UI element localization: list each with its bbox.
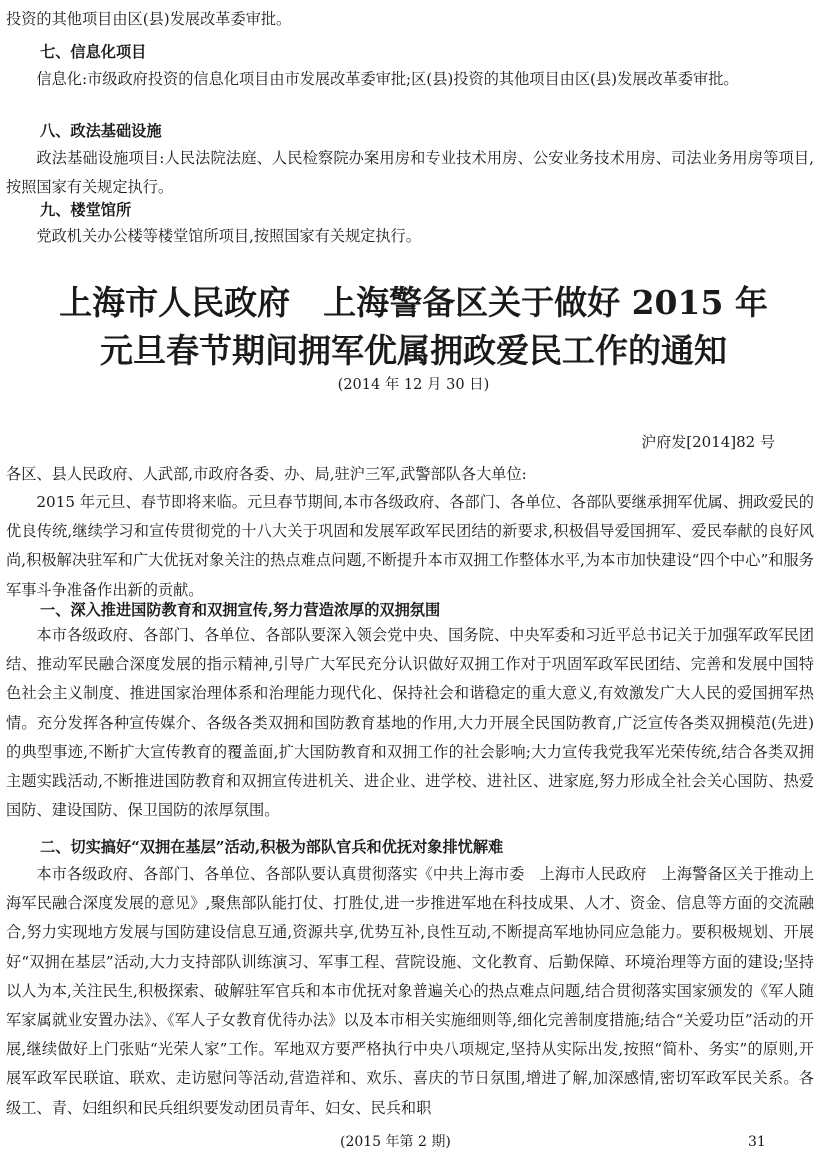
addressee: 各区、县人民政府、人武部,市政府各委、办、局,驻沪三军,武警部队各大单位: — [6, 465, 527, 483]
section-8-paragraph: 政法基础设施项目:人民法院法庭、人民检察院办案用房和专业技术用房、公安业务技术用房、司法业务用房等项目,按照国家有关规定执行。 — [6, 149, 814, 197]
section-7-paragraph: 信息化:市级政府投资的信息化项目由市发展改革委审批;区(县)投资的其他项目由区(县)发展改革委审批。 — [36, 70, 739, 88]
notice-section-1-heading: 一、深入推进国防教育和双拥宣传,努力营造浓厚的双拥氛围 — [40, 601, 441, 619]
notice-section-2-heading: 二、切实搞好“双拥在基层”活动,积极为部队官兵和优抚对象排忧解难 — [40, 838, 504, 856]
section-7-heading: 七、信息化项目 — [40, 43, 147, 61]
notice-title-line-1: 上海市人民政府 上海警备区关于做好 2015 年 — [59, 283, 768, 322]
notice-date: (2014 年 12 月 30 日) — [337, 377, 490, 393]
document-number: 沪府发[2014]82 号 — [641, 433, 775, 451]
section-9-paragraph: 党政机关办公楼等楼堂馆所项目,按照国家有关规定执行。 — [36, 227, 421, 245]
notice-title-line-2: 元旦春节期间拥军优属拥政爱民工作的通知 — [100, 331, 727, 370]
page-number: 31 — [748, 1134, 766, 1150]
section-9-heading: 九、楼堂馆所 — [40, 201, 132, 219]
continued-paragraph: 投资的其他项目由区(县)发展改革委审批。 — [6, 10, 292, 28]
section-8-heading: 八、政法基础设施 — [40, 122, 162, 140]
issue-label: (2015 年第 2 期) — [340, 1134, 451, 1150]
notice-section-1-paragraph: 本市各级政府、各部门、各单位、各部队要深入领会党中央、国务院、中央军委和习近平总书记关于加强军政军民团结、推动军民融合深度发展的指示精神,引导广大军民充分认识做好双拥工作对于巩固军政军民团结、完善和发展中国特色社会主义制度、推进国家治理体系和治理能力现代化、保持社会和谐稳定的重大意义,有效激发广大人民的爱国拥军热情。充分发挥各种宣传媒介、各级各类双拥和国防教育基地的作用,大力开展全民国防教育,广泛宣传各类双拥模范(先进)的典型事迹,不断扩大宣传教育的覆盖面,扩大国防教育和双拥工作的社会影响;大力宣传我党我军光荣传统,结合各类双拥主题实践活动,不断推进国防教育和双拥宣传进机关、进企业、进学校、进社区、进家庭,努力形成全社会关心国防、热爱国防、建设国防、保卫国防的浓厚氛围。 — [6, 626, 814, 820]
intro-paragraph: 2015 年元旦、春节即将来临。元旦春节期间,本市各级政府、各部门、各单位、各部队要继承拥军优属、拥政爱民的优良传统,继续学习和宣传贯彻党的十八大关于巩固和发展军政军民团结的新要求,积极倡导爱国拥军、爱民奉献的良好风尚,积极解决驻军和广大优抚对象关注的热点难点问题,不断提升本市双拥工作整体水平,为本市加快建设“四个中心”和服务军事斗争准备作出新的贡献。 — [6, 493, 814, 599]
notice-section-2-paragraph: 本市各级政府、各部门、各单位、各部队要认真贯彻落实《中共上海市委 上海市人民政府 上海警备区关于推动上海军民融合深度发展的意见》,聚焦部队能打仗、打胜仗,进一步推进军地在科技成果、人才、资金、信息等方面的交流融合,努力实现地方发展与国防建设信息互通,资源共享,优势互补,良性互动,不断提高军地协同应急能力。要积极规划、开展好“双拥在基层”活动,大力支持部队训练演习、军事工程、营院设施、文化教育、后勤保障、环境治理等方面的建设;坚持以人为本,关注民生,积极探索、破解驻军官兵和本市优抚对象普遍关心的热点难点问题,结合贯彻落实国家颁发的《军人随军家属就业安置办法》、《军人子女教育优待办法》以及本市相关实施细则等,细化完善制度措施;结合“关爱功臣”活动的开展,继续做好上门张贴“光荣人家”工作。军地双方要严格执行中央八项规定,坚持从实际出发,按照“简朴、务实”的原则,开展军政军民联谊、联欢、走访慰问等活动,营造祥和、欢乐、喜庆的节日氛围,增进了解,加深感情,密切军政军民关系。各级工、青、妇组织和民兵组织要发动团员青年、妇女、民兵和职 — [6, 865, 814, 1117]
